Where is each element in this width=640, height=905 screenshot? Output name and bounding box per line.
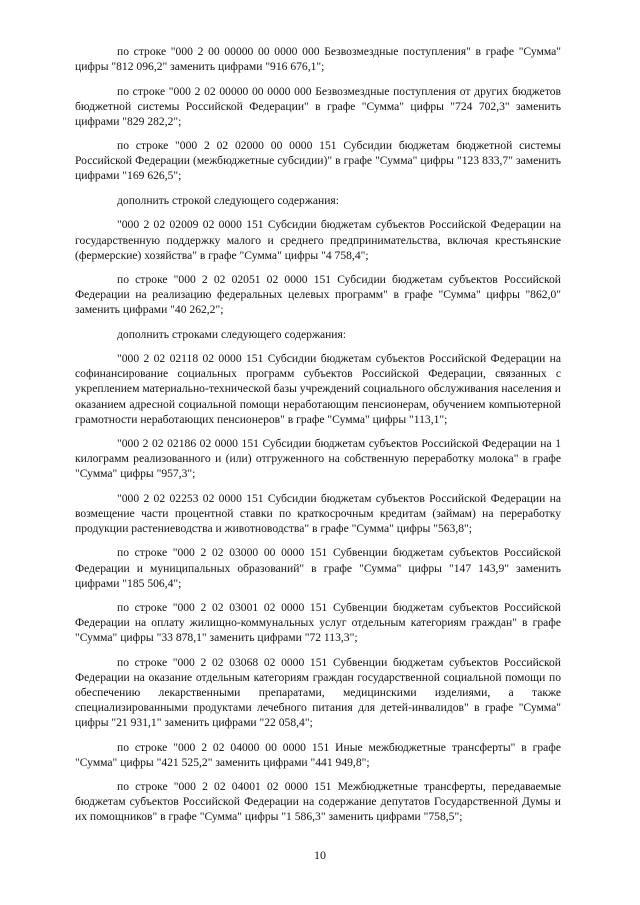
paragraph-11: по строке "000 2 02 03000 00 0000 151 Субвенции бюджетам субъектов Российской Федерации и муниципальных образований" в графе "Сумма" цифры "147 143,9" заменить цифрами "185 506,4"; [75,546,561,590]
paragraph-3: по строке "000 2 02 02000 00 0000 151 Субсидии бюджетам бюджетной системы Российской Федерации (межбюджетные субсидии)" в графе "Сумма" цифры "123 833,7" заменить цифрами "169 626,5"; [75,139,561,183]
paragraph-15: по строке "000 2 02 04001 02 0000 151 Межбюджетные трансферты, передаваемые бюджетам субъектов Российской Федерации на содержание депутатов Государственной Думы и их помощников" в графе "Сумма" цифры "1 586,3" заменить цифрами "758,5"; [75,780,561,824]
paragraph-12: по строке "000 2 02 03001 02 0000 151 Субвенции бюджетам субъектов Российской Федерации на оплату жилищно-коммунальных услуг отдельным категориям граждан" в графе "Сумма" цифры "33 878,1" заменить цифрами "72 113,3"; [75,601,561,645]
paragraph-8: "000 2 02 02118 02 0000 151 Субсидии бюджетам субъектов Российской Федерации на софинансирование социальных программ субъектов Российской Федерации, связанных с укреплением материально-технической базы учреждений социального обслуживания населения и оказанием адресной социальной помощи неработающим пенсионерам, обучением компьютерной грамотности неработающих пенсионеров" в графе "Сумма" цифры "113,1"; [75,352,561,426]
paragraph-13: по строке "000 2 02 03068 02 0000 151 Субвенции бюджетам субъектов Российской Федерации на оказание отдельным категориям граждан государственной социальной помощи по обеспечению лекарственными препаратами, медицинскими изделиями, а также специализированными продуктами лечебного питания для детей-инвалидов" в графе "Сумма" цифры "21 931,1" заменить цифрами "22 058,4"; [75,655,561,730]
paragraph-1: по строке "000 2 00 00000 00 0000 000 Безвозмездные поступления" в графе "Сумма" цифры "812 096,2" заменить цифрами "916 676,1"; [75,45,561,74]
paragraph-2: по строке "000 2 02 00000 00 0000 000 Безвозмездные поступления от других бюджетов бюджетной системы Российской Федерации" в графе "Сумма" цифры "724 702,3" заменить цифрами "829 282,2"; [75,84,561,128]
paragraph-14: по строке "000 2 02 04000 00 0000 151 Иные межбюджетные трансферты" в графе "Сумма" цифры "421 525,2" заменить цифрами "441 949,8"; [75,740,561,769]
paragraph-5: "000 2 02 02009 02 0000 151 Субсидии бюджетам субъектов Российской Федерации на государственную поддержку малого и среднего предпринимательства, включая крестьянские (фермерские) хозяйства" в графе "Сумма" цифры "4 758,4"; [75,218,561,262]
paragraph-9: "000 2 02 02186 02 0000 151 Субсидии бюджетам субъектов Российской Федерации на 1 килограмм реализованного и (или) отгруженного на собственную переработку молока" в графе "Сумма" цифры "957,3"; [75,437,561,481]
paragraph-7: дополнить строками следующего содержания: [117,327,347,341]
paragraph-6: по строке "000 2 02 02051 02 0000 151 Субсидии бюджетам субъектов Российской Федерации на реализацию федеральных целевых программ" в графе "Сумма" цифры "862,0" заменить цифрами "40 262,2"; [75,273,561,317]
paragraph-10: "000 2 02 02253 02 0000 151 Субсидии бюджетам субъектов Российской Федерации на возмещение части процентной ставки по краткосрочным кредитам (займам) на переработку продукции растениеводства и животноводства" в графе "Сумма" цифры "563,8"; [75,491,561,535]
page-number: 10 [314,848,326,862]
paragraph-4: дополнить строкой следующего содержания: [117,193,339,207]
document-page [75,44,561,834]
